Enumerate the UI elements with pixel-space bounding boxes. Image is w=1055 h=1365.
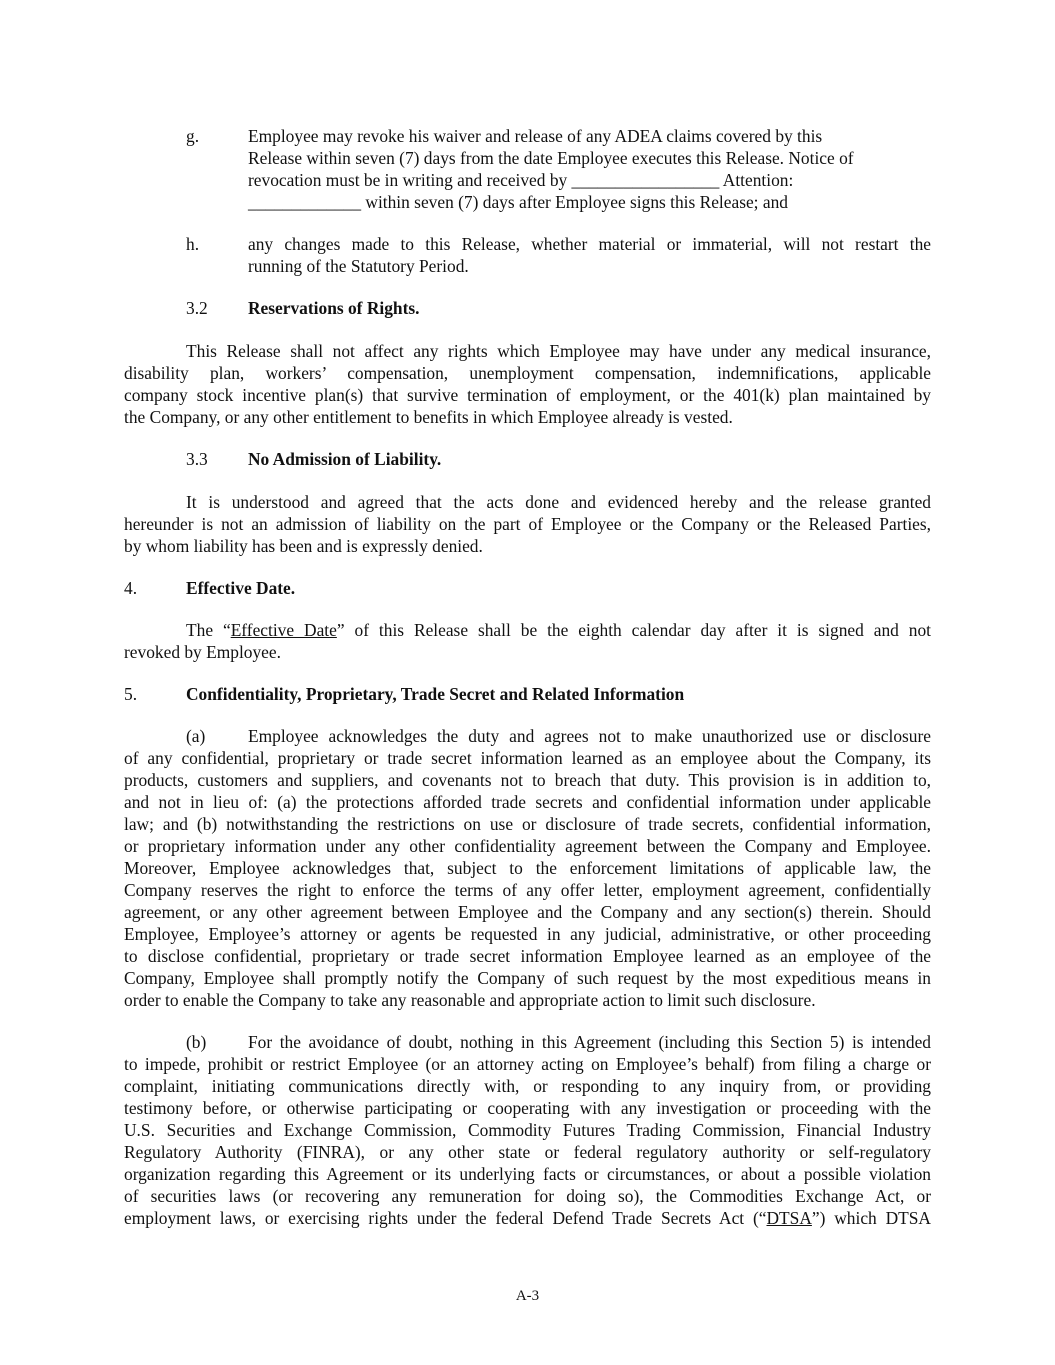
para-a-line: Moreover, Employee acknowledges that, subject to the enforcement limitations of applicable law, the: [124, 858, 931, 878]
para-b-line: complaint, initiating communications directly with, or responding to any inquiry from, or providing: [124, 1076, 931, 1096]
item-h-label: h.: [186, 234, 200, 254]
section-3-3-line: hereunder is not an admission of liability on the part of Employee or the Company or the Released Parties,: [124, 514, 931, 534]
section-3-3-number: 3.3: [186, 449, 208, 469]
para-a-label: (a): [186, 726, 206, 746]
para-a-line: law; and (b) notwithstanding the restrictions on use or disclosure of trade secrets, confidential information,: [124, 814, 931, 834]
para-b-line: of securities laws (or recovering any remuneration for doing so), the Commodities Exchange Act, or: [124, 1186, 931, 1206]
para-b-line: organization regarding this Agreement or its underlying facts or circumstances, or about a possible violation: [124, 1164, 931, 1184]
page-number: A-3: [515, 1288, 540, 1304]
para-a-line: Company reserves the right to enforce the terms of any offer letter, employment agreement, confidentially: [124, 880, 931, 900]
para-a-line: Employee acknowledges the duty and agrees not to make unauthorized use or disclosure: [248, 726, 931, 746]
para-a-line: products, customers and suppliers, and covenants not to breach that duty. This provision is in addition to,: [124, 770, 931, 790]
section-3-2-line: This Release shall not affect any rights which Employee may have under any medical insurance,: [186, 341, 931, 361]
item-g-line: Release within seven (7) days from the date Employee executes this Release. Notice of: [248, 148, 854, 168]
para-b-label: (b): [186, 1032, 207, 1052]
defined-term-dtsa: DTSA: [766, 1208, 812, 1228]
section-5-title: Confidentiality, Proprietary, Trade Secret and Related Information: [186, 684, 685, 704]
item-h-line: running of the Statutory Period.: [248, 256, 469, 276]
para-a-line: Company, Employee shall promptly notify the Company of such request by the most expeditious means in: [124, 968, 931, 988]
para-b-line: Regulatory Authority (FINRA), or any other state or federal regulatory authority or self-regulatory: [124, 1142, 931, 1162]
defined-term-effective-date: Effective Date: [230, 620, 337, 640]
section-4-line: The “Effective Date” of this Release shall be the eighth calendar day after it is signed and not: [186, 620, 931, 640]
section-3-2-line: disability plan, workers’ compensation, unemployment compensation, indemnifications, applicable: [124, 363, 931, 383]
section-3-2-line: the Company, or any other entitlement to benefits in which Employee already is vested.: [124, 407, 733, 427]
section-4-title: Effective Date.: [186, 578, 296, 598]
section-3-2-title: Reservations of Rights.: [248, 298, 420, 318]
para-a-line: and not in lieu of: (a) the protections afforded trade secrets and confidential information under applicable: [124, 792, 931, 812]
item-g-label: g.: [186, 126, 200, 146]
para-a-line: of any confidential, proprietary or trade secret information learned as an employee about the Company, its: [124, 748, 931, 768]
section-4-number: 4.: [124, 578, 138, 598]
para-a-line: Employee, Employee’s attorney or agents be requested in any judicial, administrative, or other proceeding: [124, 924, 931, 944]
section-3-2-line: company stock incentive plan(s) that survive termination of employment, or the 401(k) plan maintained by: [124, 385, 931, 405]
section-4-line: revoked by Employee.: [124, 642, 281, 662]
para-a-line: order to enable the Company to take any reasonable and appropriate action to limit such disclosure.: [124, 990, 816, 1010]
para-b-line: testimony before, or otherwise participating or cooperating with any investigation or proceeding with the: [124, 1098, 931, 1118]
item-h-line: any changes made to this Release, whether material or immaterial, will not restart the: [248, 234, 931, 254]
section-3-3-line: It is understood and agreed that the acts done and evidenced hereby and the release granted: [186, 492, 931, 512]
para-a-line: or proprietary information under any other confidentiality agreement between the Company and Employee.: [124, 836, 931, 856]
para-a-line: to disclose confidential, proprietary or trade secret information Employee learned as an employee of the: [124, 946, 931, 966]
para-b-line: U.S. Securities and Exchange Commission, Commodity Futures Trading Commission, Financial Industry: [124, 1120, 931, 1140]
para-b-line: employment laws, or exercising rights under the federal Defend Trade Secrets Act (“DTSA”) which DTSA: [124, 1208, 931, 1228]
para-a-line: agreement, or any other agreement between Employee and the Company and any section(s) therein. Should: [124, 902, 931, 922]
item-g-line: revocation must be in writing and received by _________________ Attention:: [248, 170, 794, 190]
item-g-line: _____________ within seven (7) days after Employee signs this Release; and: [248, 192, 788, 212]
para-b-line: to impede, prohibit or restrict Employee (or an attorney acting on Employee’s behalf) from filing a charge or: [124, 1054, 931, 1074]
section-3-3-line: by whom liability has been and is expressly denied.: [124, 536, 483, 556]
section-5-number: 5.: [124, 684, 138, 704]
section-3-2-number: 3.2: [186, 298, 208, 318]
section-3-3-title: No Admission of Liability.: [248, 449, 442, 469]
item-g-line: Employee may revoke his waiver and release of any ADEA claims covered by this: [248, 126, 823, 146]
para-b-line: For the avoidance of doubt, nothing in this Agreement (including this Section 5) is intended: [248, 1032, 931, 1052]
